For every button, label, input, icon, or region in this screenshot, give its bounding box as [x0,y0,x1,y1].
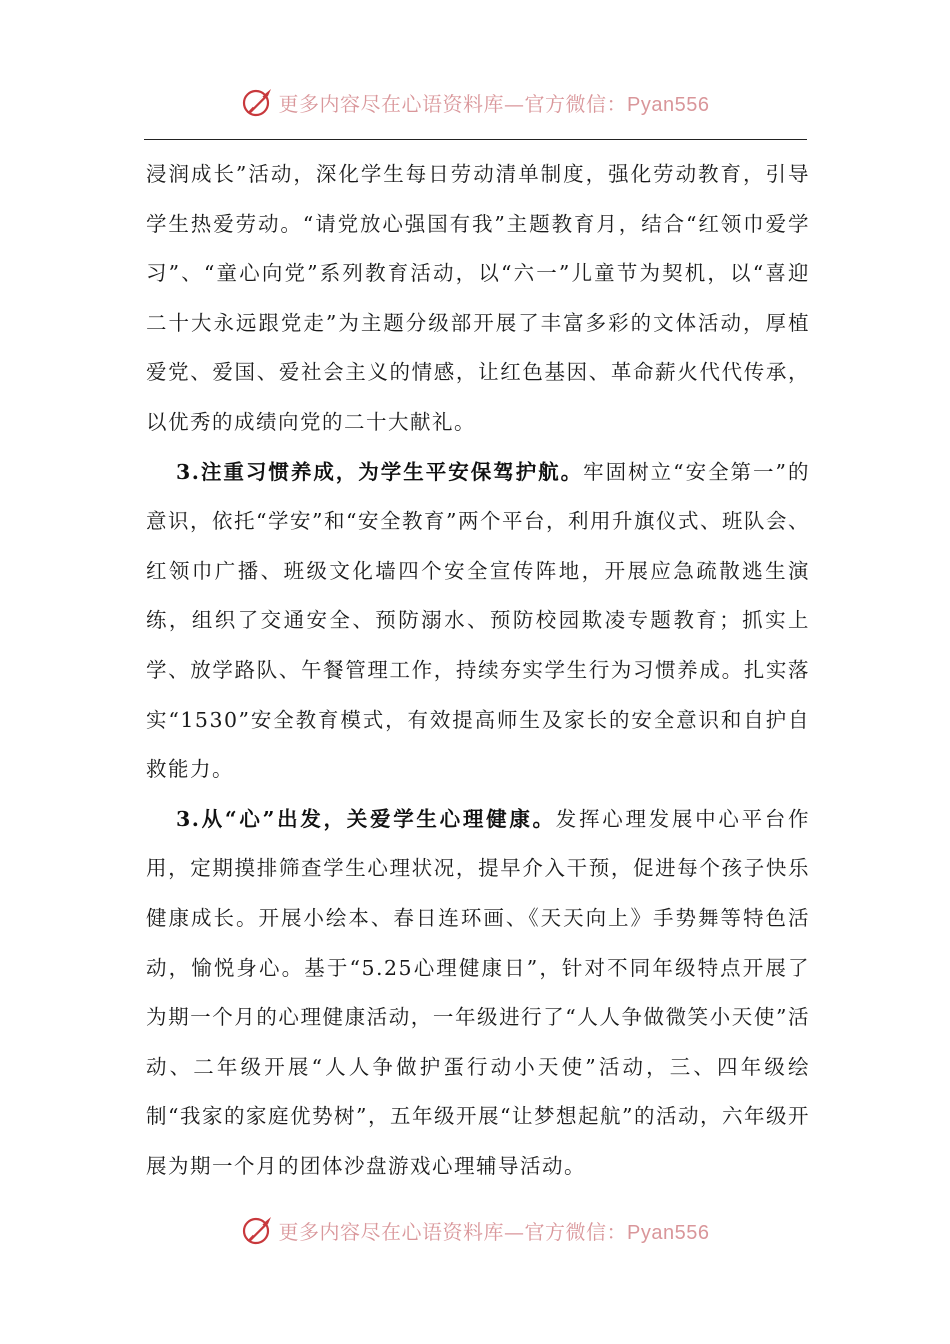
header-divider [144,139,807,140]
paragraph-1: 浸润成长”活动，深化学生每日劳动清单制度，强化劳动教育，引导学生热爱劳动。“请党放心强国有我”主题教育月，结合“红领巾爱学习”、“童心向党”系列教育活动，以“六一”儿童节为契机，以“喜迎二十大永远跟党走”为主题分级部开展了丰富多彩的文体活动，厚植爱党、爱国、爱社会主义的情感，让红色基因、革命薪火代代传承，以优秀的成绩向党的二十大献礼。 [146,162,810,434]
header-banner [0,82,950,122]
footer-banner-prefix: 更多内容尽在心语资料库—官方微信： [278,1219,628,1244]
paragraph-3 [146,795,810,1192]
paragraph-2 [146,448,810,795]
footer-banner [0,1210,950,1250]
footer-banner-text [279,1216,710,1245]
paragraph-3-heading: 3.从“心”出发，关爱学生心理健康。 [176,806,556,831]
header-banner-text [279,88,710,117]
document-body [146,150,810,1191]
header-banner-wechat: Pyan556 [627,93,710,116]
paragraph-3-text: 发挥心理发展中心平台作用，定期摸排筛查学生心理状况，提早介入干预，促进每个孩子快乐健康成长。开展小绘本、春日连环画、《天天向上》手势舞等特色活动，愉悦身心。基于“5.25心理健康日”，针对不同年级特点开展了为期一个月的心理健康活动，一年级进行了“人人争做微笑小天使”活动、二年级开展“人人争做护蛋行动小天使”活动，三、四年级绘制“我家的家庭优势树”，五年级开展“让梦想起航”的活动，六年级开展为期一个月的团体沙盘游戏心理辅导活动。 [146,806,811,1178]
paragraph-2-heading: 3.注重习惯养成，为学生平安保驾护航。 [176,459,584,484]
quill-pen-logo-icon [241,1213,275,1247]
paragraph-2-text: 牢固树立“安全第一”的意识，依托“学安”和“安全教育”两个平台，利用升旗仪式、班队会、红领巾广播、班级文化墙四个安全宣传阵地，开展应急疏散逃生演练，组织了交通安全、预防溺水、预防校园欺凌专题教育；抓实上学、放学路队、午餐管理工作，持续夯实学生行为习惯养成。扎实落实“1530”安全教育模式，有效提高师生及家长的安全意识和自护自救能力。 [146,459,810,782]
header-banner-prefix: 更多内容尽在心语资料库—官方微信： [278,91,628,116]
footer-banner-wechat: Pyan556 [627,1221,710,1244]
quill-pen-logo-icon [241,85,275,119]
